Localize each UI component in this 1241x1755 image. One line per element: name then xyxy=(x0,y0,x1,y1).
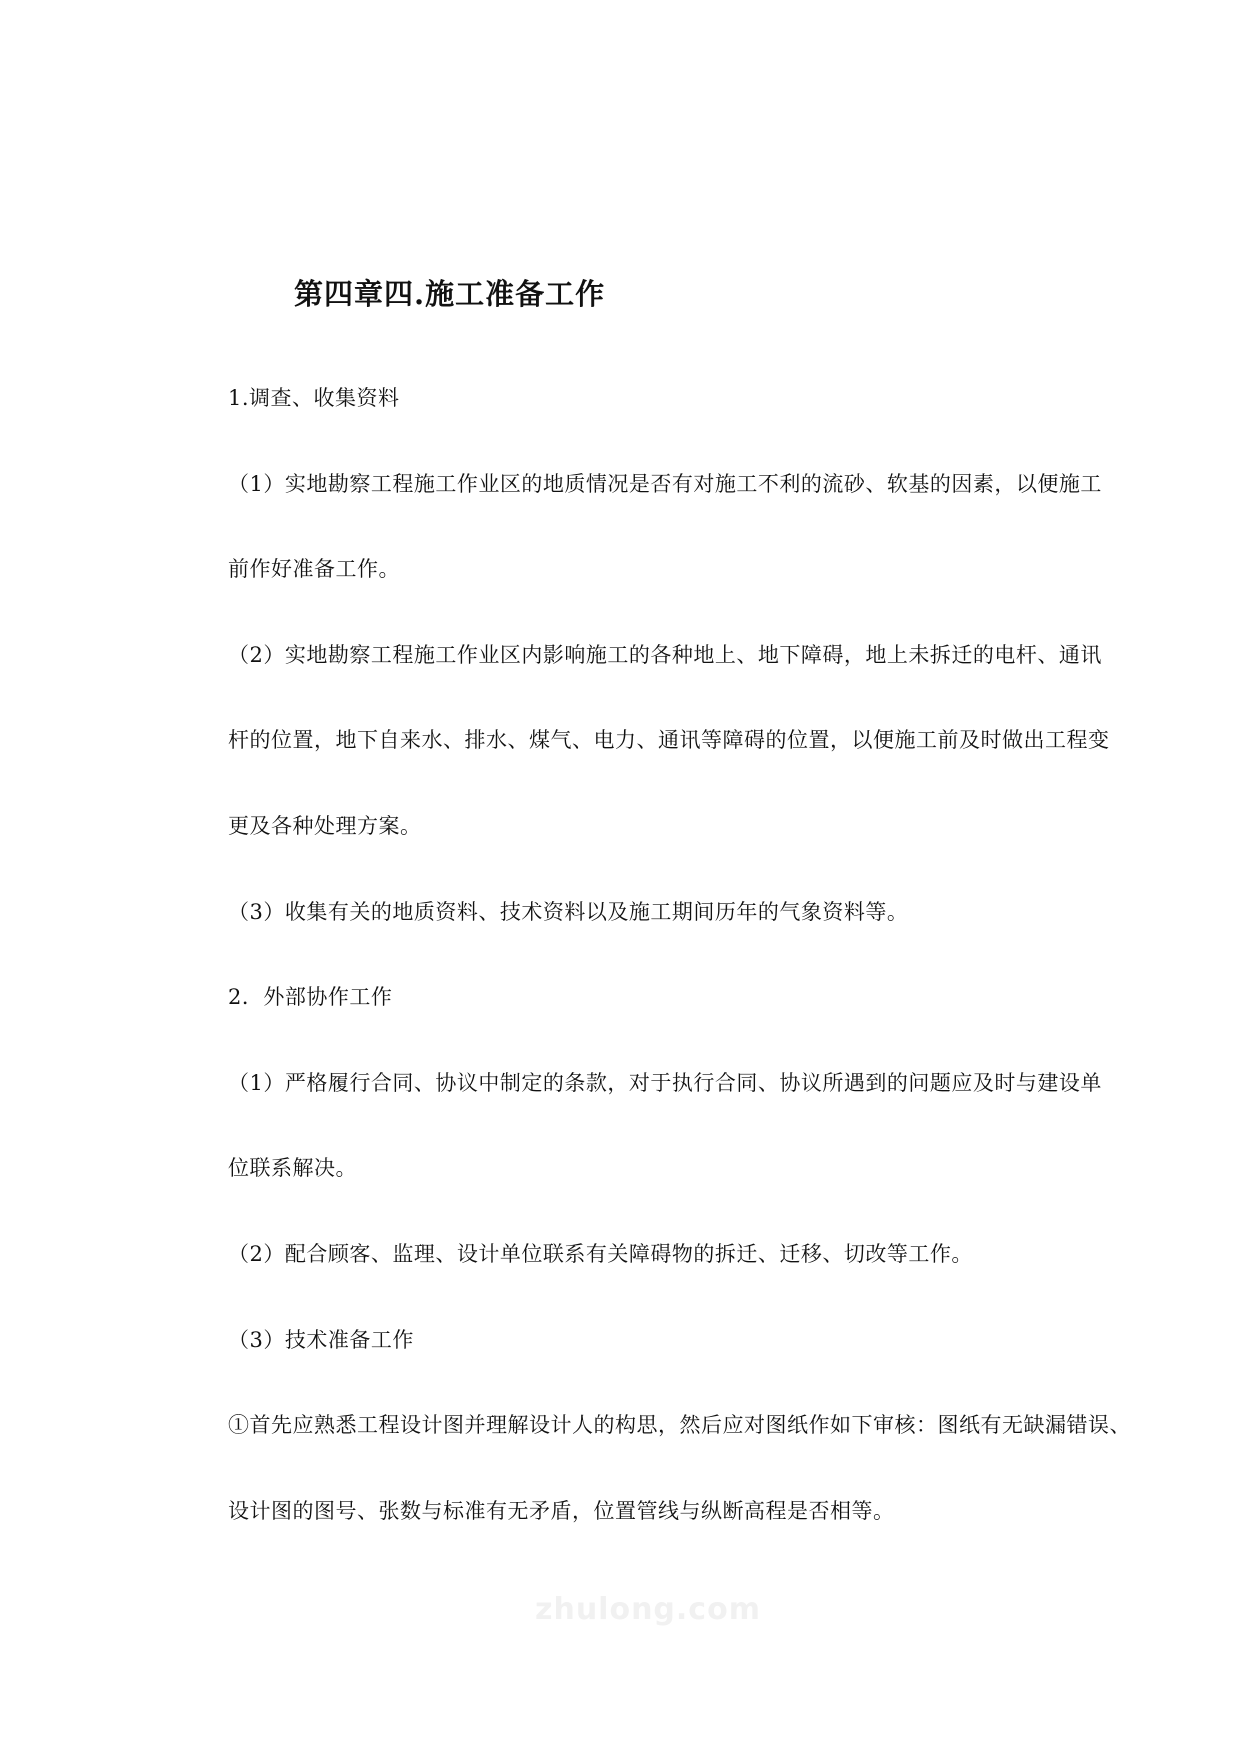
chapter-title: 第四章四.施工准备工作 xyxy=(294,277,606,311)
paragraph-line: ①首先应熟悉工程设计图并理解设计人的构思，然后应对图纸作如下审核：图纸有无缺漏错误、 xyxy=(228,1413,1131,1437)
paragraph-line: （1）实地勘察工程施工作业区的地质情况是否有对施工不利的流砂、软基的因素，以便施工 xyxy=(228,472,1102,496)
section-heading-1: 1.调查、收集资料 xyxy=(228,386,400,410)
watermark: zhulong.com xyxy=(535,1592,761,1627)
paragraph-line: 设计图的图号、张数与标准有无矛盾，位置管线与纵断高程是否相等。 xyxy=(228,1499,895,1523)
paragraph-line: 杆的位置，地下自来水、排水、煤气、电力、通讯等障碍的位置，以便施工前及时做出工程变 xyxy=(228,728,1110,752)
paragraph-line: （2）实地勘察工程施工作业区内影响施工的各种地上、地下障碍，地上未拆迁的电杆、通讯 xyxy=(228,643,1102,667)
paragraph-line: （3）收集有关的地质资料、技术资料以及施工期间历年的气象资料等。 xyxy=(228,900,909,924)
paragraph-line: （3）技术准备工作 xyxy=(228,1328,414,1352)
paragraph-line: 前作好准备工作。 xyxy=(228,557,400,581)
paragraph-line: 位联系解决。 xyxy=(228,1156,357,1180)
paragraph-line: （1）严格履行合同、协议中制定的条款，对于执行合同、协议所遇到的问题应及时与建设单 xyxy=(228,1071,1102,1095)
section-heading-2: 2．外部协作工作 xyxy=(228,985,393,1009)
paragraph-line: 更及各种处理方案。 xyxy=(228,814,422,838)
paragraph-line: （2）配合顾客、监理、设计单位联系有关障碍物的拆迁、迁移、切改等工作。 xyxy=(228,1242,973,1266)
